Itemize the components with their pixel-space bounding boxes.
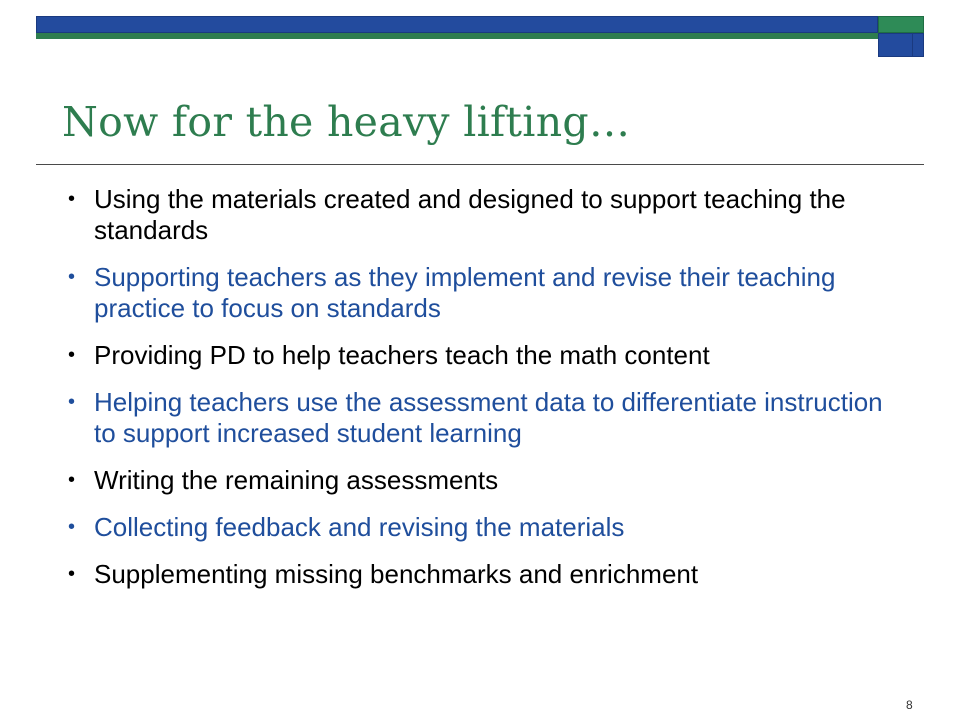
- header-blue-band: [36, 16, 878, 33]
- header-divider: [912, 33, 913, 57]
- bullet-text: Supporting teachers as they implement and revise their teaching practice to focus on standards: [94, 262, 836, 323]
- bullet-list: [60, 184, 900, 606]
- bullet-dot-icon: •: [68, 344, 76, 366]
- bullet-text: Using the materials created and designed to support teaching the standards: [94, 184, 846, 245]
- bullet-item: [60, 184, 900, 246]
- title-underline: [36, 164, 924, 165]
- bullet-item: [60, 340, 900, 371]
- page-number: 8: [906, 698, 913, 712]
- bullet-dot-icon: •: [68, 469, 76, 491]
- header-blue-square: [878, 33, 924, 57]
- bullet-item: [60, 387, 900, 449]
- bullet-item: [60, 465, 900, 496]
- header-green-square: [878, 16, 924, 33]
- bullet-item: [60, 262, 900, 324]
- bullet-dot-icon: •: [68, 391, 76, 413]
- slide-title: Now for the heavy lifting…: [62, 98, 631, 146]
- bullet-dot-icon: •: [68, 563, 76, 585]
- bullet-text: Writing the remaining assessments: [94, 465, 499, 495]
- bullet-text: Supplementing missing benchmarks and enrichment: [94, 559, 699, 589]
- bullet-text: Collecting feedback and revising the materials: [94, 512, 625, 542]
- bullet-text: Helping teachers use the assessment data to differentiate instruction to support increased student learning: [94, 387, 883, 448]
- header-decoration-bar: [36, 16, 924, 40]
- bullet-text: Providing PD to help teachers teach the math content: [94, 340, 710, 370]
- bullet-item: [60, 512, 900, 543]
- header-green-line: [36, 33, 878, 39]
- bullet-dot-icon: •: [68, 188, 76, 210]
- bullet-item: [60, 559, 900, 590]
- bullet-dot-icon: •: [68, 516, 76, 538]
- bullet-dot-icon: •: [68, 266, 76, 288]
